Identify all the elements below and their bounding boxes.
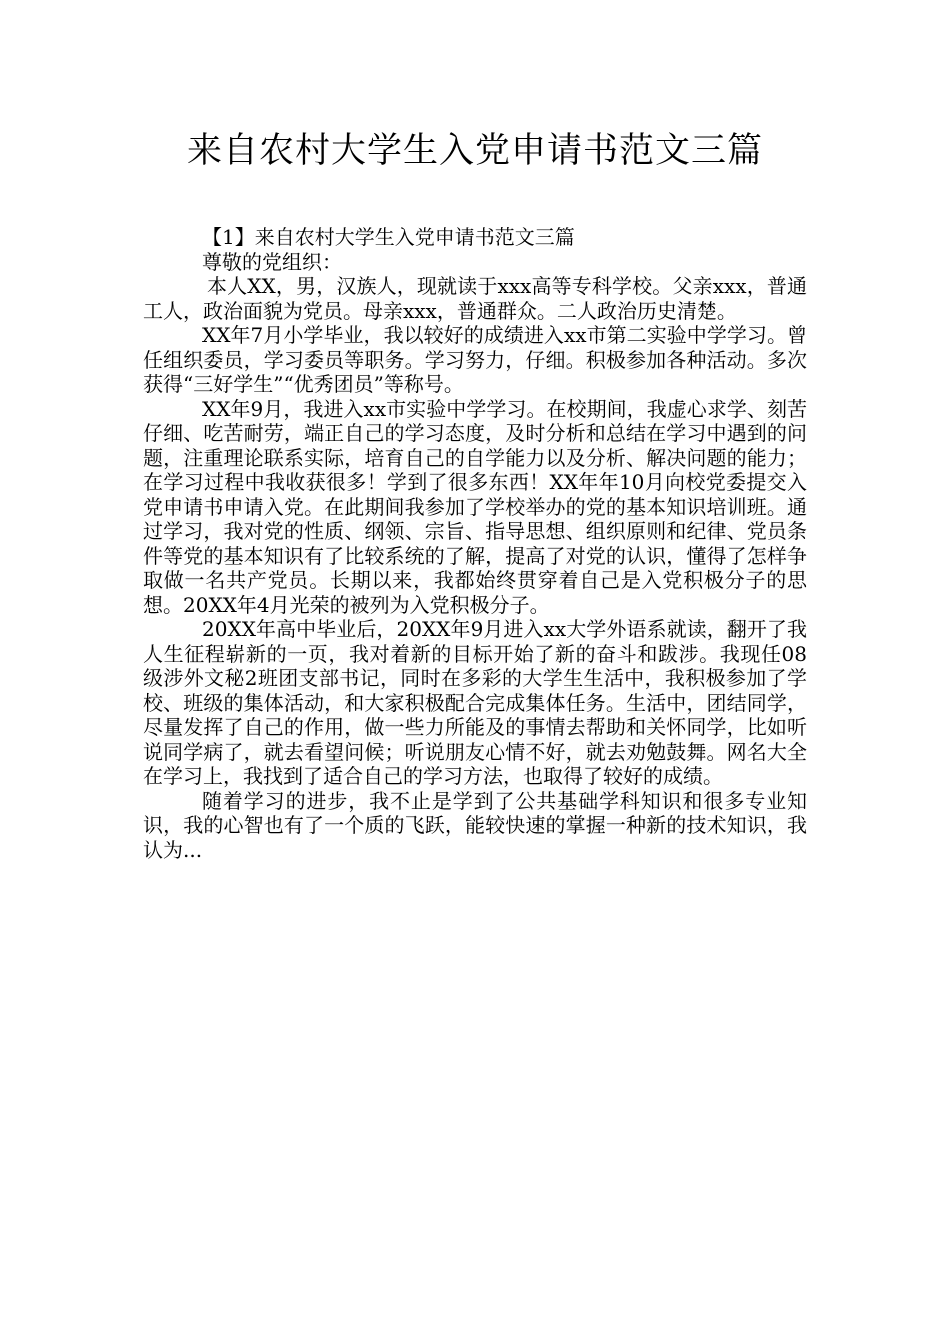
section-heading: 【1】来自农村大学生入党申请书范文三篇 bbox=[202, 225, 575, 249]
paragraph-personal-info: 本人XX，男，汉族人，现就读于xxx高等专科学校。父亲xxx，普通工人，政治面貌为党员。母亲xxx，普通群众。二人政治历史清楚。 bbox=[143, 274, 807, 323]
salutation: 尊敬的党组织： bbox=[202, 249, 342, 274]
paragraph-middle-school: XX年9月，我进入xx市实验中学学习。在校期间，我虚心求学、刻苦仔细、吃苦耐劳，端正自己的学习态度，及时分析和总结在学习中遇到的问题，注重理论联系实际，培育自己的自学能力以及分析、解决问题的能力；在学习过程中我收获很多！学到了很多东西！XX年年10月向校党委提交入党申请书申请入党。在此期间我参加了学校举办的党的基本知识培训班。通过学习，我对党的性质、纲领、宗旨、指导思想、组织原则和纪律、党员条件等党的基本知识有了比较系统的了解，提高了对党的认识，懂得了怎样争取做一名共产党员。长期以来，我都始终贯穿着自己是入党积极分子的思想。20XX年4月光荣的被列为入党积极分子。 bbox=[143, 396, 807, 617]
paragraph-primary-school: XX年7月小学毕业，我以较好的成绩进入xx市第二实验中学学习。曾任组织委员，学习委员等职务。学习努力，仔细。积极参加各种活动。多次获得“三好学生”“优秀团员”等称号。 bbox=[143, 323, 807, 396]
document-body bbox=[143, 225, 807, 862]
paragraph-progress: 随着学习的进步，我不止是学到了公共基础学科知识和很多专业知识，我的心智也有了一个质的飞跃，能较快速的掌握一种新的技术知识，我认为... bbox=[143, 788, 807, 862]
document-title: 来自农村大学生入党申请书范文三篇 bbox=[186, 131, 763, 171]
paragraph-university: 20XX年高中毕业后，20XX年9月进入xx大学外语系就读，翻开了我人生征程崭新的一页，我对着新的目标开始了新的奋斗和跋涉。我现任08级涉外文秘2班团支部书记，同时在多彩的大学生生活中，我积极参加了学校、班级的集体活动，和大家积极配合完成集体任务。生活中，团结同学，尽量发挥了自己的作用，做一些力所能及的事情去帮助和关怀同学，比如听说同学病了，就去看望问候；听说朋友心情不好，就去劝勉鼓舞。网名大全在学习上，我找到了适合自己的学习方法，也取得了较好的成绩。 bbox=[143, 617, 807, 788]
